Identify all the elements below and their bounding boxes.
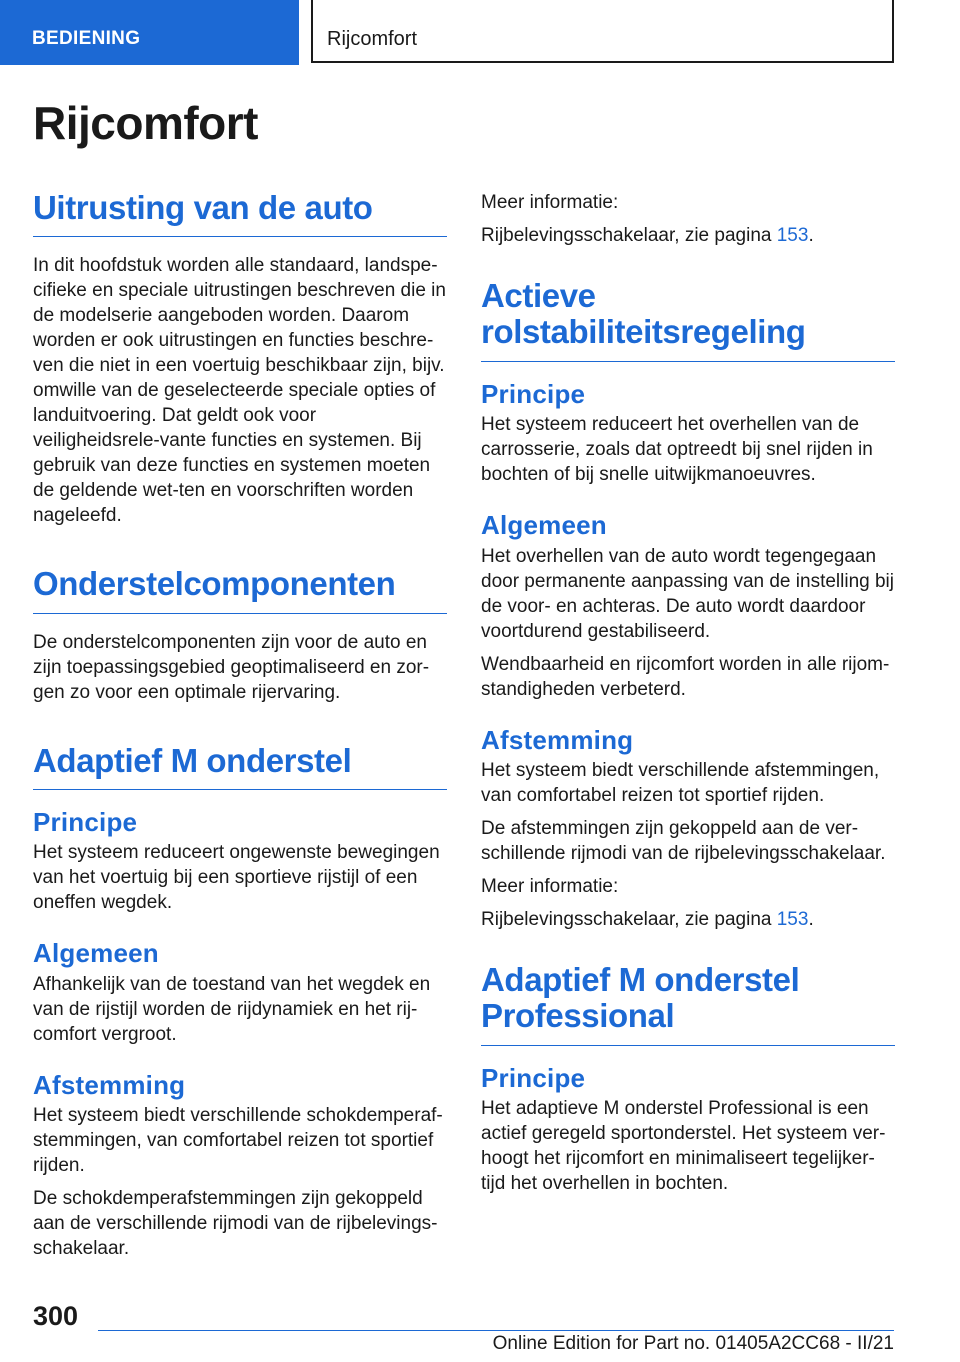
- text-afstemming-1: Het systeem biedt verschillende schokdemperaf-stemmingen, van comfortabel reizen tot sportief rijden.: [33, 1105, 443, 1177]
- heading-principe: Principe: [33, 806, 138, 837]
- heading-afstemming: Afstemming: [33, 1069, 186, 1100]
- text-principe: Het systeem reduceert het overhellen van de carrosserie, zoals dat optreedt bij snel rijden in bochten of bij snelle uitwijkmanoeuvres.: [481, 414, 873, 486]
- heading-uitrusting: Uitrusting van de auto: [33, 190, 447, 237]
- text-onderstelcomponenten: De onderstelcomponenten zijn voor de auto en zijn toepassingsgebied geoptimaliseerd en zor-gen zo voor een optimale rijervaring.: [33, 631, 430, 703]
- right-column: [481, 190, 895, 1204]
- reference-period: .: [808, 225, 814, 246]
- section-tab: [0, 0, 299, 65]
- chapter-tab: [311, 0, 894, 63]
- heading-algemeen: Algemeen: [481, 510, 607, 541]
- text-uitrusting: In dit hoofdstuk worden alle standaard, landspe-cifieke en speciale uitrustingen beschreven die in de modelserie aangeboden worden. Daarom worden er ook uitrustingen en functies beschre-ven die niet in een voertuig beschikbaar zijn, bijv. omwille van de geselecteerde speciale opties of landuitvoering. Dat geldt ook voor veiligheidsrele-vante functies en systemen. Bij gebruik van deze functies en systemen moeten de geldende wet-ten en voorschriften worden nageleefd.: [33, 255, 446, 527]
- meer-informatie-reference: [481, 907, 895, 932]
- section-label: BEDIENING: [32, 28, 141, 49]
- page-number: 300: [33, 1301, 79, 1331]
- text-afstemming-1: Het systeem biedt verschillende afstemmingen, van comfortabel reizen tot sportief rijden.: [481, 760, 880, 807]
- heading-afstemming: Afstemming: [481, 724, 634, 755]
- page-link[interactable]: 153: [776, 225, 809, 246]
- meer-informatie-reference: [481, 223, 895, 248]
- left-column: [33, 190, 447, 1269]
- page-title: Rijcomfort: [33, 97, 258, 149]
- reference-text: Rijbelevingsschakelaar, zie pagina: [481, 225, 777, 246]
- text-afstemming-2: De afstemmingen zijn gekoppeld aan de ver-schillende rijmodi van de rijbelevingsschakelaar.: [481, 818, 886, 865]
- page-link[interactable]: 153: [776, 909, 809, 931]
- meer-informatie-label: Meer informatie:: [481, 876, 619, 898]
- meer-informatie-label: Meer informatie:: [481, 192, 619, 213]
- text-algemeen-1: Het overhellen van de auto wordt tegengegaan door permanente aanpassing van de instelling bij de voor- en achteras. De auto wordt daardoor voortdurend gestabiliseerd.: [481, 545, 894, 642]
- heading-adaptief-m-onderstel-professional: Adaptief M onderstel Professional: [481, 962, 895, 1046]
- heading-onderstelcomponenten: Onderstelcomponenten: [33, 566, 447, 613]
- heading-principe: Principe: [481, 1062, 586, 1093]
- text-afstemming-2: De schokdemperafstemmingen zijn gekoppeld aan de verschillende rijmodi van de rijbelevings-schakelaar.: [33, 1188, 438, 1260]
- heading-principe: Principe: [481, 378, 586, 409]
- heading-algemeen: Algemeen: [33, 938, 159, 969]
- text-algemeen-2: Wendbaarheid en rijcomfort worden in alle rijom-standigheden verbeterd.: [481, 653, 890, 700]
- reference-period: .: [808, 909, 814, 931]
- text-algemeen: Afhankelijk van de toestand van het wegdek en van de rijstijl worden de rijdynamiek en het rij-comfort vergroot.: [33, 973, 431, 1045]
- footer-edition: Online Edition for Part no. 01405A2CC68 - II/21: [492, 1333, 894, 1354]
- text-principe: Het systeem reduceert ongewenste bewegingen van het voertuig bij een sportieve rijstijl of een oneffen wegdek.: [33, 842, 440, 914]
- heading-adaptief-m-onderstel: Adaptief M onderstel: [33, 743, 447, 790]
- heading-actieve-rolstabiliteitsregeling: Actieve rolstabiliteitsregeling: [481, 278, 895, 362]
- chapter-label: Rijcomfort: [327, 28, 418, 50]
- footer-divider: [98, 1330, 894, 1331]
- reference-text: Rijbelevingsschakelaar, zie pagina: [481, 909, 777, 931]
- text-principe: Het adaptieve M onderstel Professional is een actief geregeld sportonderstel. Het systeem ver-hoogt het rijcomfort en minimaliseert tegelijker-tijd het overhellen in bochten.: [481, 1098, 886, 1195]
